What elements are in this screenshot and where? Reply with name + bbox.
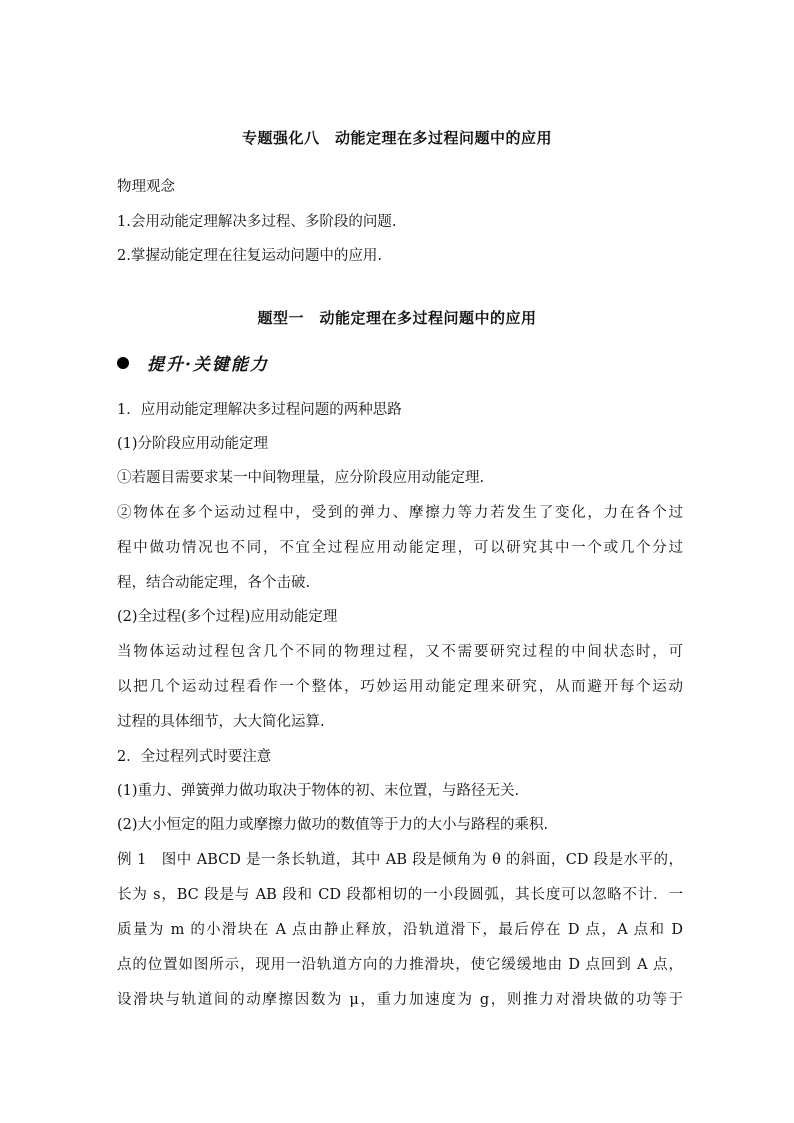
- paragraph: 程中做功情况也不同，不宜全过程应用动能定理，可以研究其中一个或几个分过: [117, 540, 683, 556]
- paragraph: ①若题目需要求某一中间物理量，应分阶段应用动能定理.: [117, 470, 485, 486]
- paragraph: 2．全过程列式时要注意: [117, 749, 272, 765]
- paragraph: 以把几个运动过程看作一个整体，巧妙运用动能定理来研究，从而避开每个运动: [117, 679, 683, 695]
- section-title: 题型一 动能定理在多过程问题中的应用: [257, 309, 537, 327]
- section-head-label: 提升·关键能力: [147, 355, 269, 375]
- paragraph: 当物体运动过程包含几个不同的物理过程，又不需要研究过程的中间状态时，可: [117, 644, 683, 660]
- paragraph: (2)大小恒定的阻力或摩擦力做功的数值等于力的大小与路程的乘积.: [117, 817, 549, 833]
- concept-item-2: 2.掌握动能定理在往复运动问题中的应用.: [117, 248, 382, 264]
- paragraph: (1)分阶段应用动能定理: [117, 436, 269, 452]
- example-line: 质量为 m 的小滑块在 A 点由静止释放，沿轨道滑下，最后停在 D 点，A 点和 D: [117, 922, 683, 938]
- paragraph: (1)重力、弹簧弹力做功取决于物体的初、末位置，与路径无关.: [117, 783, 520, 799]
- paragraph: 程，结合动能定理，各个击破.: [117, 575, 311, 591]
- concepts-heading: 物理观念: [117, 179, 175, 195]
- example-line: 长为 s，BC 段是与 AB 段和 CD 段都相切的一小段圆弧，其长度可以忽略不计．一: [117, 887, 683, 903]
- example-line: 设滑块与轨道间的动摩擦因数为 μ，重力加速度为 g，则推力对滑块做的功等于: [117, 992, 683, 1008]
- bullet-icon: [117, 357, 129, 369]
- example-line: 例 1 图中 ABCD 是一条长轨道，其中 AB 段是倾角为 θ 的斜面，CD 段是水平的，: [117, 852, 683, 868]
- section-head: [117, 350, 269, 375]
- paragraph: 过程的具体细节，大大简化运算.: [117, 714, 325, 730]
- example-line: 点的位置如图所示，现用一沿轨道方向的力推滑块，使它缓缓地由 D 点回到 A 点，: [117, 957, 683, 973]
- document-title: 专题强化八 动能定理在多过程问题中的应用: [241, 129, 552, 147]
- paragraph: ②物体在多个运动过程中，受到的弹力、摩擦力等力若发生了变化，力在各个过: [117, 505, 683, 521]
- concept-item-1: 1.会用动能定理解决多过程、多阶段的问题.: [117, 214, 397, 230]
- paragraph: (2)全过程(多个过程)应用动能定理: [117, 609, 338, 625]
- paragraph: 1．应用动能定理解决多过程问题的两种思路: [117, 402, 402, 418]
